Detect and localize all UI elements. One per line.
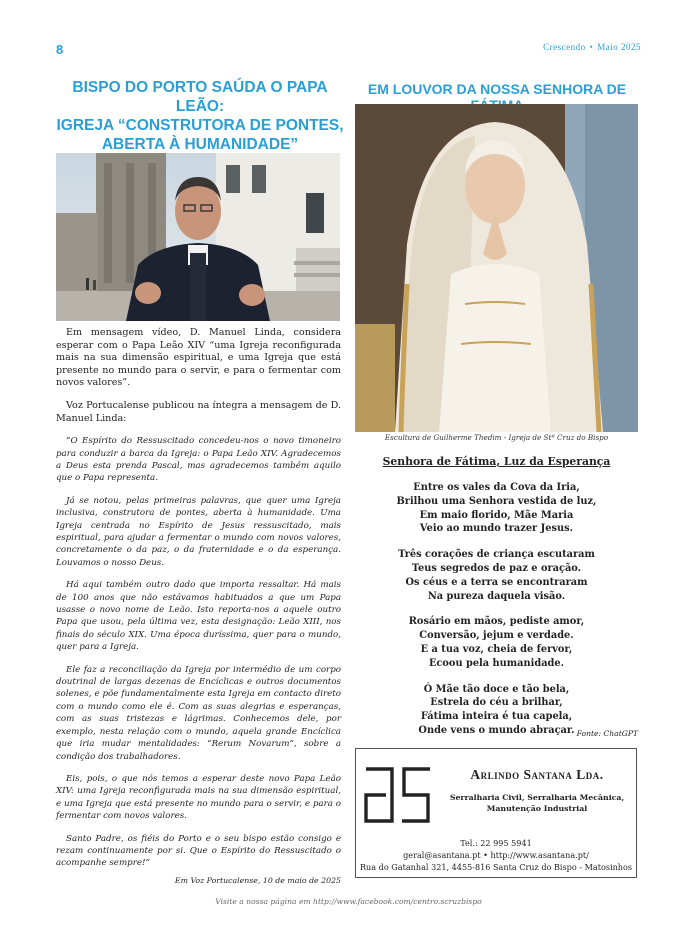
poem-verse: Fátima inteira é tua capela,: [420, 711, 573, 723]
statue-photo: [355, 104, 638, 432]
bishop-photo-illustration: [56, 153, 340, 321]
company-logo-icon: [362, 765, 434, 825]
intro-paragraph: Em mensagem vídeo, D. Manuel Linda, considera esperar com o Papa Leão XIV “uma Igreja reconfigurada mais na sua dimensão espiritual, e uma Igreja que está presente no mundo para o servir, e para o fermentar com novos valores”.: [56, 327, 341, 389]
poem-stanza: [355, 548, 638, 603]
poem-verse: Rosário em mãos, pediste amor,: [408, 616, 585, 628]
poem-verse: Entre os vales da Cova da Iria,: [413, 482, 580, 493]
company-contacts: [356, 837, 636, 873]
bishop-photo: [56, 153, 340, 321]
header-separator: •: [589, 42, 594, 52]
intro-paragraph: Voz Portucalense publicou na íntegra a mensagem de D. Manuel Linda:: [56, 399, 341, 424]
poem-verse: Onde vens o mundo abraçar.: [418, 724, 575, 736]
quote-paragraph: Há aqui também outro dado que importa ressaltar. Há mais de 100 anos que não estávamos habituados a que um Papa usasse o novo nome de Leão. Isto reporta-nos a aquele outro Papa que usou, pela última vez, esta designação: Leão XIII, nos finais do século XIX. Uma época duríssima, quer para o mundo, quer para a Igreja.: [56, 580, 341, 653]
article-signoff: Em Voz Portucalense, 10 de maio de 2025: [174, 875, 341, 885]
services-line: Manutenção Industrial: [486, 803, 588, 813]
title-line: IGREJA “CONSTRUTORA DE PONTES,: [56, 117, 344, 134]
title-line: BISPO DO PORTO SAÚDA O PAPA LEÃO:: [72, 79, 328, 115]
poem-title: Senhora de Fátima, Luz da Esperança: [382, 455, 611, 468]
quote-paragraph: Ele faz a reconciliação da Igreja por intermédio de um corpo doutrinal de largas dezenas de Encíclicas e outros documentos solenes, e põe fundamentalmente esta Igreja em contacto direto com o mundo como ele é. Com as suas alegrias e esperanças, com as suas tristezas e lágrimas. Conhecemos dele, por exemplo, nesta relação com o mundo, aquela grande Encíclica que iria mudar mentalidades: “Rerum Novarum”, sobre a condição dos trabalhadores.: [56, 664, 341, 762]
poem-verse: Ecoou pela humanidade.: [428, 657, 565, 669]
poem-source: Fonte: ChatGPT: [576, 729, 638, 738]
title-line: ABERTA À HUMANIDADE”: [101, 136, 299, 153]
quote-paragraph: Já se notou, pelas primeiras palavras, que quer uma Igreja inclusiva, construtora de pontes, aberta à humanidade. Uma Igreja centrada no Espírito de Jesus ressuscitado, mais espiritual, para ajudar a fermentar o mundo com novos valores, concretamente o da paz, o da fraternidade e o da esperança. Louvamos o nosso Deus.: [56, 495, 341, 568]
poem-verse: Os céus e a terra se encontraram: [405, 576, 588, 588]
company-address: Rua do Gatanhal 321, 4455-816 Santa Cruz do Bispo - Matosinhos: [359, 862, 633, 872]
photo-caption: Escultura de Guilherme Thedim - Igreja de Stª Cruz do Bispo: [384, 433, 609, 442]
statue-photo-illustration: [355, 104, 638, 432]
poem-stanza: [355, 481, 638, 536]
company-ad: [355, 748, 637, 878]
page-footer[interactable]: Visite a nossa página em http://www.facebook.com/centro.scruzbispo: [215, 897, 482, 906]
quote-paragraph: “O Espírito do Ressuscitado concedeu-nos o novo timoneiro para conduzir a barca da Igreja: o Papa Leão XIV. Agradecemos a Deus esta prenda Pascal, mas agradecemos também aquilo que o Papa representa.: [56, 436, 341, 484]
company-phone: Tel.: 22 995 5941: [460, 838, 532, 848]
running-header: [543, 42, 641, 52]
poem-verse: Estrela do céu a brilhar,: [430, 697, 563, 709]
article-right-title: EM LOUVOR DA NOSSA SENHORA DE: [367, 81, 627, 97]
poem-verse: E a tua voz, cheia de fervor,: [420, 643, 573, 655]
poem-verse: Ó Mãe tão doce e tão bela,: [423, 683, 570, 695]
poem-stanza: [355, 615, 638, 670]
poem-verse: Brilhou uma Senhora vestida de luz,: [396, 495, 597, 507]
page-number: 8: [56, 42, 64, 57]
quote-paragraph: Santo Padre, os fiéis do Porto e o seu bispo estão consigo e rezam continuamente por si. Que o Espírito do Ressuscitado o acompanhe sempre!”: [56, 833, 341, 869]
poem-verse: Três corações de criança escutaram: [398, 549, 595, 561]
services-line: Serralharia Civil, Serralharia Mecânica,: [449, 793, 625, 802]
poem-verse: Conversão, jejum e verdade.: [419, 630, 574, 642]
company-email-web[interactable]: geral@asantana.pt • http://www.asantana.pt/: [403, 850, 589, 860]
poem: [355, 481, 638, 750]
poem-verse: Em maio florido, Mãe Maria: [419, 509, 574, 521]
poem-verse: Teus segredos de paz e oração.: [411, 562, 582, 574]
article-left-body: [56, 327, 341, 885]
quote-paragraph: Eis, pois, o que nós temos a esperar deste novo Papa Leão XIV: uma Igreja reconfigurada mais na sua dimensão espiritual, e uma Igreja que está presente no mundo para o servir, e para o fermentar com novos valores.: [56, 773, 341, 822]
company-name: Arlindo Santana Lda.: [470, 767, 604, 782]
poem-verse: Na pureza daquela visão.: [427, 590, 566, 602]
issue-date: Maio 2025: [597, 42, 641, 52]
company-services: [440, 793, 634, 814]
poem-verse: Veio ao mundo trazer Jesus.: [419, 523, 574, 535]
article-left-title: [56, 78, 344, 154]
publication-name: Crescendo: [543, 42, 586, 52]
